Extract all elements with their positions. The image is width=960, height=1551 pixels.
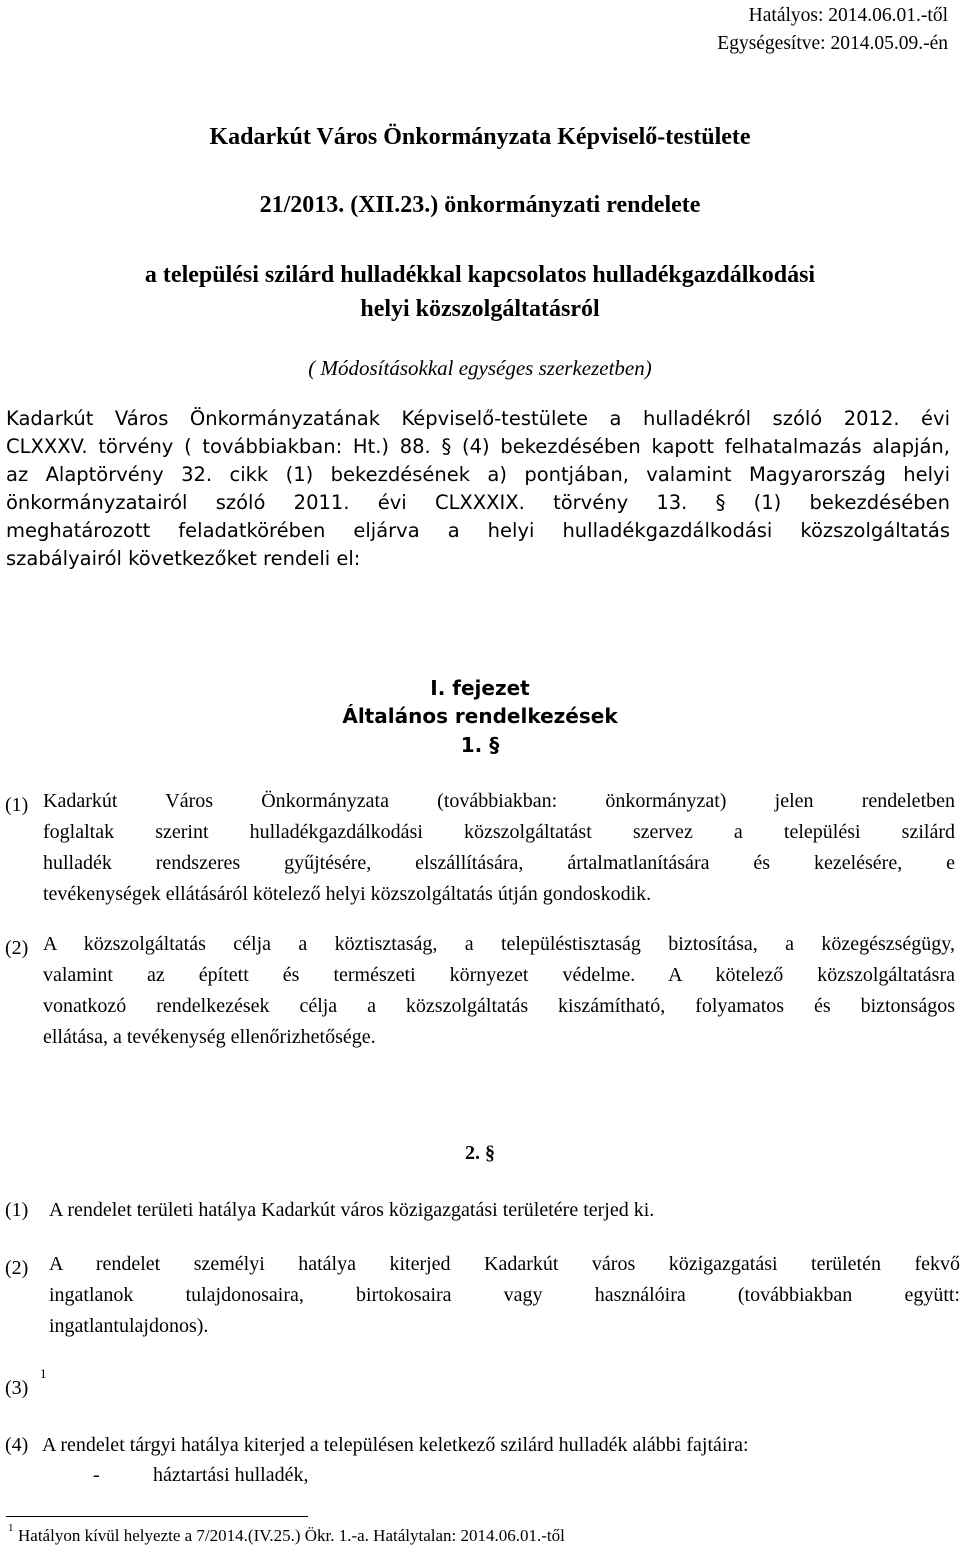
paragraph-line: ingatlanok tulajdonosaira, birtokosaira vagy használóira (továbbiakban együtt: (49, 1284, 960, 1306)
section1-paragraph1 (43, 790, 955, 914)
paragraph-line: A rendelet személyi hatálya kiterjed Kadarkút város közigazgatási területén fekvő (49, 1253, 960, 1275)
preamble-line: önkormányzatairól szóló 2011. évi CLXXXIX. törvény 13. § (1) bekezdésében (6, 491, 950, 514)
footnote-reference[interactable]: 1 (40, 1366, 47, 1381)
footnote-text: Hatályon kívül helyezte a 7/2014.(IV.25.) Ökr. 1.-a. Hatálytalan: 2014.06.01.-től (18, 1526, 565, 1545)
section1-paragraph2 (43, 933, 955, 1057)
chapter-label: I. fejezet (430, 676, 530, 700)
paragraph-number: (3) (5, 1377, 29, 1399)
paragraph-line: ingatlantulajdonos). (49, 1315, 209, 1337)
section-2-heading: 2. § (465, 1142, 495, 1164)
footnote-mark: 1 (8, 1522, 14, 1534)
decree-number: 21/2013. (XII.23.) önkormányzati rendelete (259, 192, 701, 218)
section2-paragraph1: A rendelet területi hatálya Kadarkút város közigazgatási területére terjed ki. (49, 1199, 655, 1221)
list-item: háztartási hulladék, (153, 1464, 309, 1486)
preamble-line: az Alaptörvény 32. cikk (1) bekezdésének a) pontjában, valamint Magyarország helyi (6, 463, 950, 486)
paragraph-line: valamint az épített és természeti környezet védelme. A kötelező közszolgáltatásra (43, 964, 955, 986)
paragraph-line: tevékenységek ellátásáról kötelező helyi közszolgáltatás útján gondoskodik. (43, 883, 652, 905)
section2-paragraph4: A rendelet tárgyi hatálya kiterjed a településen keletkező szilárd hulladék alábbi fajtáira: (42, 1434, 749, 1456)
footnote-separator (6, 1516, 308, 1517)
decree-subject-line1: a települési szilárd hulladékkal kapcsolatos hulladékgazdálkodási (144, 262, 816, 288)
paragraph-number: (2) (5, 937, 29, 959)
effective-date: Hatályos: 2014.06.01.-től (748, 5, 948, 26)
consolidated-date: Egységesítve: 2014.05.09.-én (717, 33, 948, 54)
paragraph-line: hulladék rendszeres gyűjtésére, elszállítására, ártalmatlanítására és kezelésére, e (43, 852, 955, 874)
issuing-body: Kadarkút Város Önkormányzata Képviselő-testülete (209, 124, 751, 150)
preamble-line: meghatározott feladatkörében eljárva a helyi hulladékgazdálkodási közszolgáltatás (6, 519, 950, 542)
preamble-line: Kadarkút Város Önkormányzatának Képviselő-testülete a hulladékról szóló 2012. évi (6, 407, 950, 430)
chapter-heading: Általános rendelkezések (342, 704, 618, 728)
preamble-line: szabályairól következőket rendeli el: (6, 547, 361, 570)
preamble (6, 407, 950, 575)
paragraph-number: (4) (5, 1434, 29, 1456)
list-dash: - (93, 1464, 100, 1486)
paragraph-number: (1) (5, 1199, 29, 1221)
paragraph-line: foglaltak szerint hulladékgazdálkodási közszolgáltatást szervez a települési szilárd (43, 821, 955, 843)
decree-subject-line2: helyi közszolgáltatásról (360, 296, 600, 322)
preamble-line: CLXXXV. törvény ( továbbiakban: Ht.) 88. § (4) bekezdésében kapott felhatalmazás alapján, (6, 435, 950, 458)
paragraph-number: (1) (5, 794, 29, 816)
paragraph-line: ellátása, a tevékenység ellenőrizhetősége. (43, 1026, 376, 1048)
paragraph-line: A közszolgáltatás célja a köztisztaság, a településtisztaság biztosítása, a közegészségügy, (43, 933, 955, 955)
paragraph-line: vonatkozó rendelkezések célja a közszolgáltatás kiszámítható, folyamatos és biztonságos (43, 995, 955, 1017)
paragraph-line: Kadarkút Város Önkormányzata (továbbiakban: önkormányzat) jelen rendeletben (43, 790, 955, 812)
paragraph-number: (2) (5, 1257, 29, 1279)
consolidation-note: ( Módosításokkal egységes szerkezetben) (308, 356, 652, 380)
section-1-heading: 1. § (460, 733, 500, 757)
section2-paragraph2 (49, 1253, 960, 1346)
